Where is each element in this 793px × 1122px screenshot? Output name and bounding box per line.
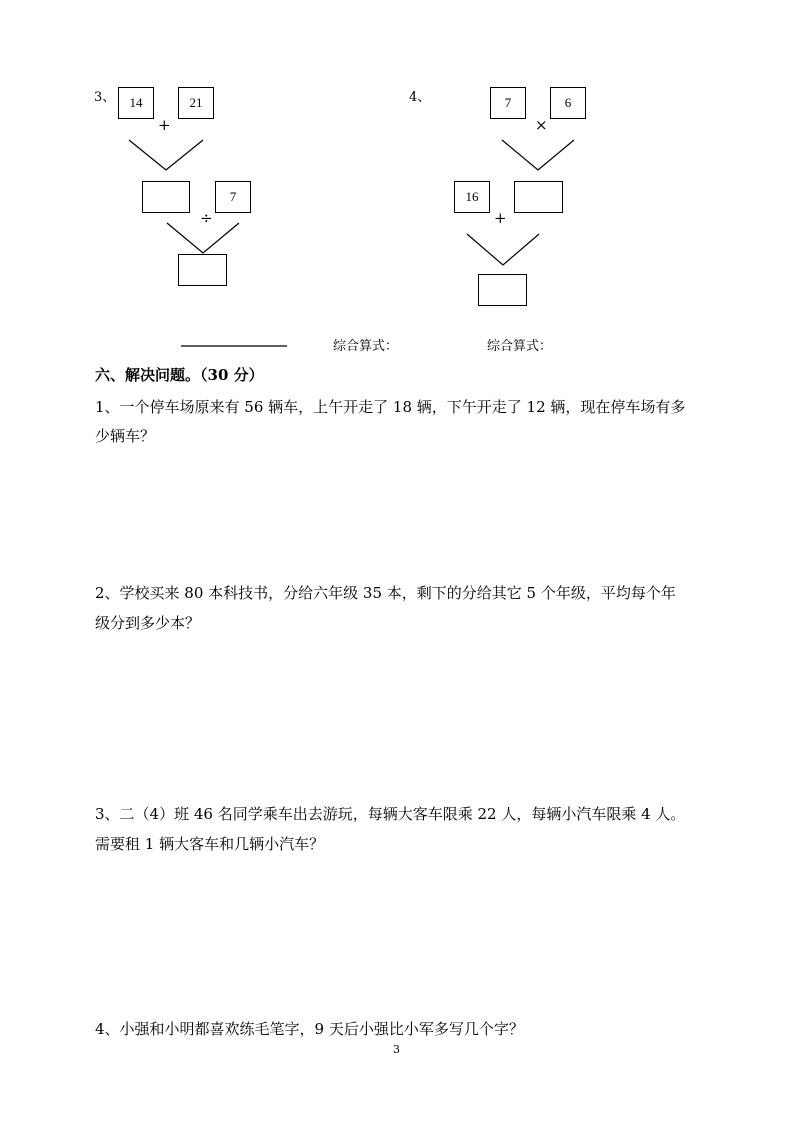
middle-right-box: 7 [215,181,251,213]
top-left-box: 7 [490,87,526,119]
diagram-4-bottom-connector [467,234,539,265]
times-operator: × [535,116,548,134]
question-2-line-1: 2、学校买来 80 本科技书，分给六年级 35 本，剩下的分给其它 5 个年级，平均每个年 [95,584,676,602]
question-3-line-1: 3、二（4）班 46 名同学乘车出去游玩，每辆大客车限乘 22 人，每辆小汽车限乘 4 人。 [95,805,686,823]
formula-label-3: 综合算式： [333,339,399,354]
page-number: 3 [393,1043,400,1056]
middle-left-box: 16 [454,181,490,213]
section-heading: 六、解决问题。（30 分） [95,366,264,384]
diagram-number: 4、 [409,90,431,105]
plus-operator: + [494,209,507,227]
diagram-4-top-connector [502,140,574,170]
top-right-box: 21 [178,87,214,119]
question-1-line-1: 1、一个停车场原来有 56 辆车，上午开走了 18 辆，下午开走了 12 辆，现在停车场有多 [95,398,686,416]
divide-operator: ÷ [200,209,213,227]
question-3-line-2: 需要租 1 辆大客车和几辆小汽车？ [95,835,325,853]
question-1-line-2: 少辆车？ [95,427,156,445]
top-right-box: 6 [550,87,586,119]
middle-answer-box[interactable] [514,181,563,213]
plus-operator: + [158,116,171,134]
middle-answer-box[interactable] [142,181,190,213]
result-box[interactable] [178,254,227,286]
question-4-line-1: 4、小强和小明都喜欢练毛笔字，9 天后小强比小军多写几个字？ [95,1020,524,1038]
formula-label-4: 综合算式： [487,339,553,354]
question-2-line-2: 级分到多少本？ [95,614,201,632]
diagram-3-top-connector [129,140,203,170]
top-left-box: 14 [118,87,154,119]
diagram-3-bottom-connector [167,223,239,253]
result-box[interactable] [478,274,527,306]
diagram-number: 3、 [94,90,116,105]
